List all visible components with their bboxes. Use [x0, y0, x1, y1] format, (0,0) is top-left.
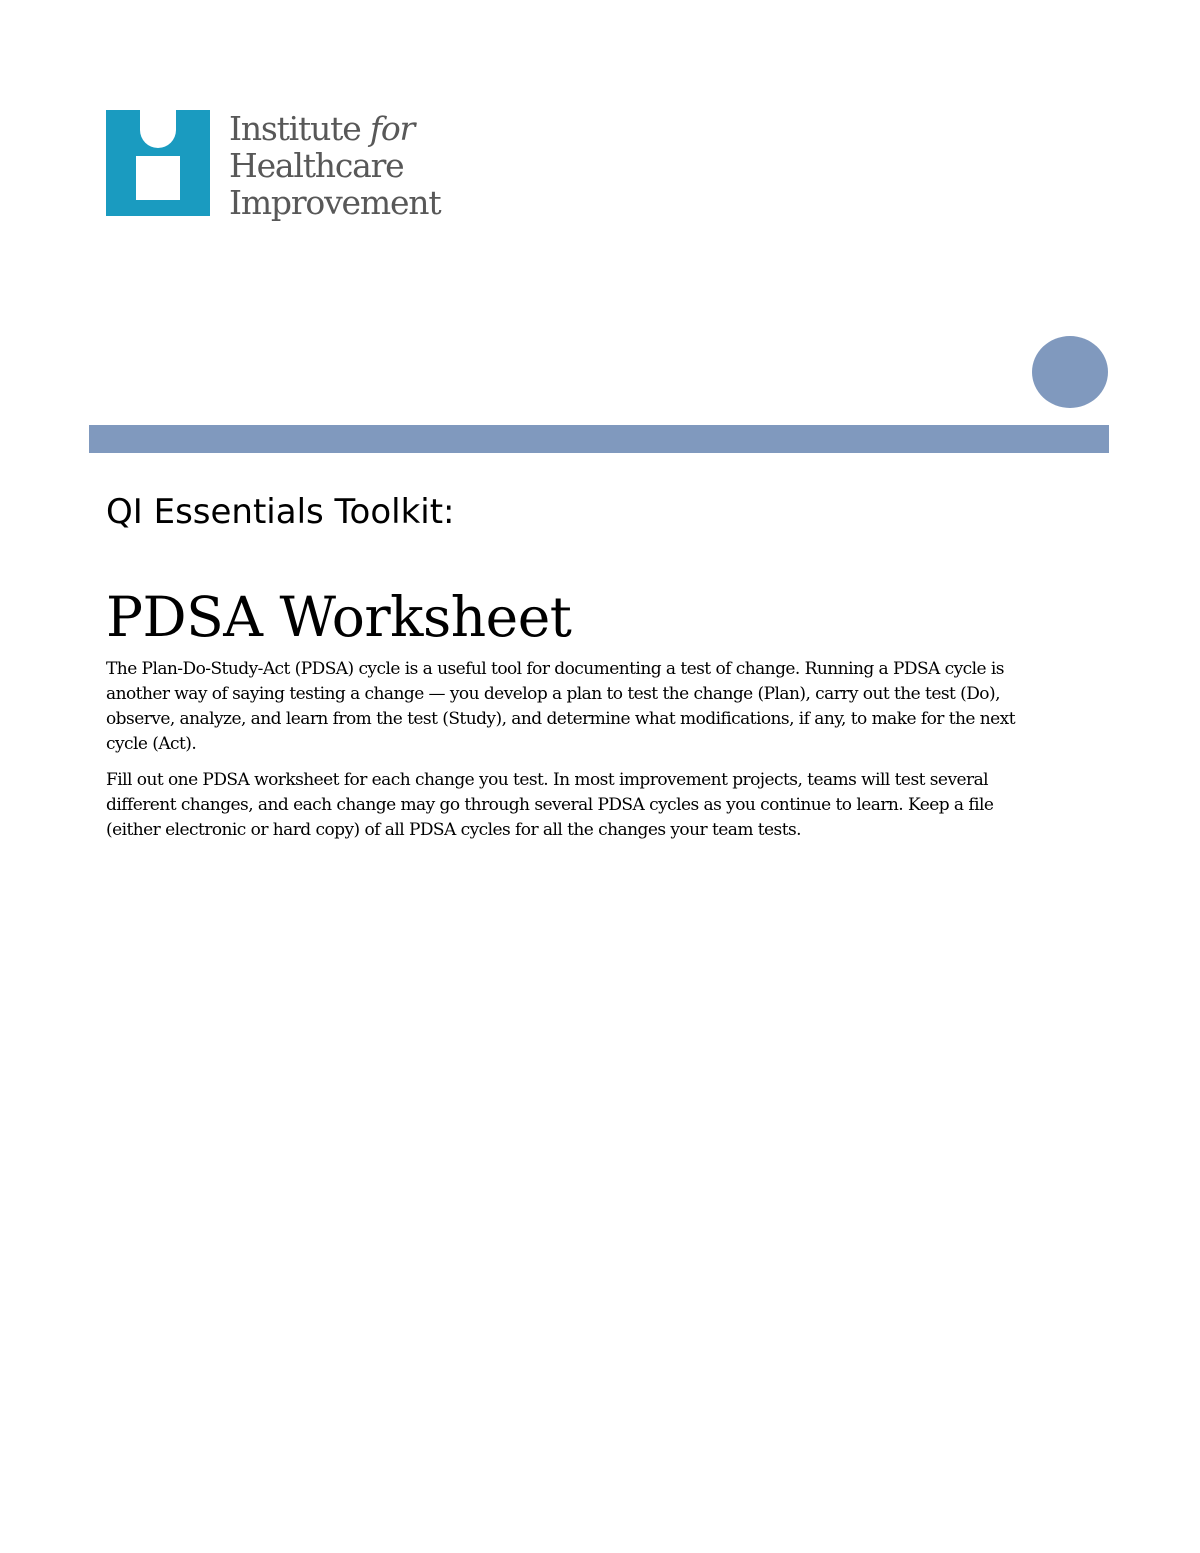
paragraph-line: another way of saying testing a change — you develop a plan to test the change (Plan), carry out the test (Do),: [106, 684, 1000, 704]
instructions-paragraph: [106, 768, 1106, 843]
paragraph-line: The Plan-Do-Study-Act (PDSA) cycle is a useful tool for documenting a test of change. Running a PDSA cycle is: [106, 659, 1004, 679]
paragraph-line: cycle (Act).: [106, 734, 197, 754]
logo-wordmark: [229, 110, 440, 221]
logo-mark-shape: [106, 110, 210, 216]
logo-line-1: [229, 110, 440, 147]
logo-line-2: Healthcare: [229, 146, 404, 185]
paragraph-line: (either electronic or hard copy) of all PDSA cycles for all the changes your team tests.: [106, 820, 802, 840]
paragraph-line: different changes, and each change may go through several PDSA cycles as you continue to learn. Keep a file: [106, 795, 994, 815]
logo-line-1-main: Institute: [229, 109, 370, 148]
header-rule-bar: [89, 425, 1109, 453]
logo-line-1-italic: for: [369, 109, 415, 148]
intro-paragraph: [106, 657, 1106, 757]
ihi-logo: [106, 110, 466, 230]
logo-line-3: Improvement: [229, 183, 441, 222]
decorative-circle: [1032, 336, 1108, 408]
toolkit-kicker: QI Essentials Toolkit:: [106, 492, 455, 532]
paragraph-line: observe, analyze, and learn from the test (Study), and determine what modifications, if any, to make for the next: [106, 709, 1015, 729]
paragraph-line: Fill out one PDSA worksheet for each change you test. In most improvement projects, teams will test several: [106, 770, 989, 790]
page-title: PDSA Worksheet: [106, 585, 572, 649]
ihi-logo-icon: [106, 110, 210, 216]
